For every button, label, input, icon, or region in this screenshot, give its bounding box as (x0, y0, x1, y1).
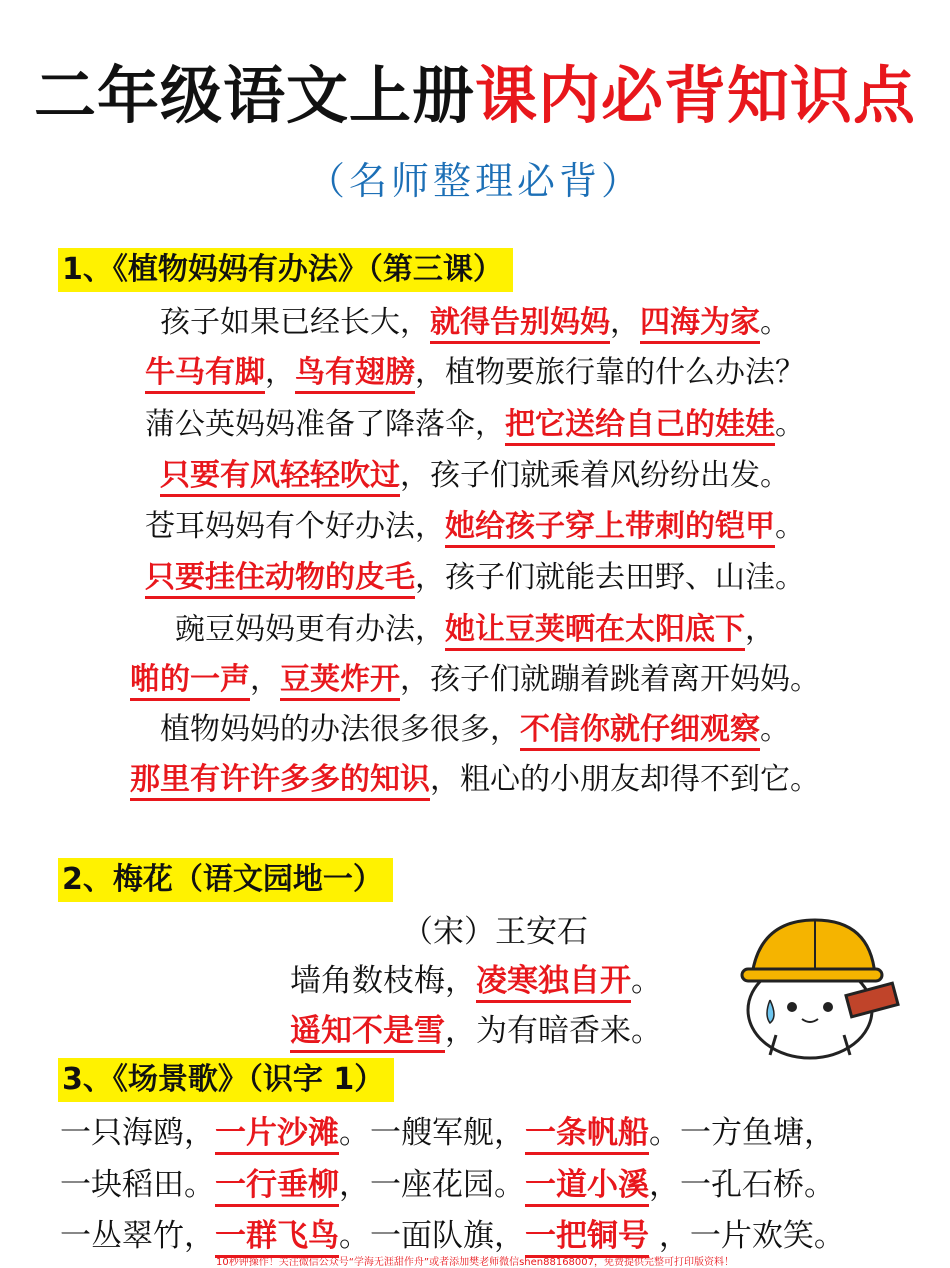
plain-text: 。 (760, 305, 790, 340)
section1-line (0, 660, 950, 700)
plain-text: ，孩子们就能去田野、山洼。 (415, 560, 805, 595)
plain-text: 苍耳妈妈有个好办法， (145, 509, 445, 544)
section1-line (0, 405, 950, 445)
title-part2: 课内必背知识点 (475, 59, 917, 132)
section1-line (0, 456, 950, 496)
section1-line (0, 353, 950, 393)
highlight-text: 不信你就仔细观察 (520, 712, 760, 751)
page-subtitle: （名师整理必背） (306, 159, 643, 203)
section2-heading: 2、梅花（语文园地一） (58, 858, 393, 902)
plain-text: 一块稻田。 (60, 1167, 215, 1203)
section3-line (60, 1165, 920, 1205)
section1-line (0, 303, 950, 343)
highlight-text: 一片沙滩 (215, 1115, 339, 1155)
plain-text: ， (745, 612, 775, 647)
plain-text: ， (265, 355, 295, 390)
plain-text: 一丛翠竹， (60, 1218, 215, 1254)
plain-text: 豌豆妈妈更有办法， (175, 612, 445, 647)
highlight-text: 四海为家 (640, 305, 760, 344)
hardhat-mascot-icon (730, 905, 910, 1065)
highlight-text: 一行垂柳 (215, 1167, 339, 1207)
plain-text: ，一片欢笑。 (649, 1218, 845, 1254)
plain-text: ，孩子们就乘着风纷纷出发。 (400, 458, 790, 493)
highlight-text: 就得告别妈妈 (430, 305, 610, 344)
plain-text: ， (610, 305, 640, 340)
plain-text: ， (250, 662, 280, 697)
section2-line (290, 1011, 730, 1051)
highlight-text: 她给孩子穿上带刺的铠甲 (445, 509, 775, 548)
highlight-text: 一把铜号 (525, 1218, 649, 1258)
highlight-text: 凌寒独自开 (476, 963, 631, 1003)
section3-line (60, 1216, 920, 1256)
highlight-text: 只要挂住动物的皮毛 (145, 560, 415, 599)
plain-text: 。 (760, 712, 790, 747)
plain-text: ，为有暗香来。 (445, 1013, 662, 1049)
section1-line (0, 558, 950, 598)
highlight-text: 那里有许许多多的知识 (130, 762, 430, 801)
section1-line (0, 760, 950, 800)
highlight-text: 啪的一声 (130, 662, 250, 701)
section1-line (0, 710, 950, 750)
highlight-text: 一群飞鸟 (215, 1218, 339, 1258)
plain-text: 蒲公英妈妈准备了降落伞， (145, 407, 505, 442)
plain-text: 。 (775, 407, 805, 442)
plain-text: 墙角数枝梅， (290, 963, 476, 999)
title-part1: 二年级语文上册 (33, 59, 475, 132)
section1-line (0, 507, 950, 547)
highlight-text: 牛马有脚 (145, 355, 265, 394)
plain-text: 植物妈妈的办法很多很多， (160, 712, 520, 747)
plain-text: 。一面队旗， (339, 1218, 525, 1254)
plain-text: ，一孔石桥。 (649, 1167, 835, 1203)
poem-author: （宋）王安石 (402, 914, 588, 950)
section1-heading: 1、《植物妈妈有办法》（第三课） (58, 248, 513, 292)
plain-text: 。 (775, 509, 805, 544)
highlight-text: 豆荚炸开 (280, 662, 400, 701)
highlight-text: 一道小溪 (525, 1167, 649, 1207)
plain-text: 孩子如果已经长大， (160, 305, 430, 340)
highlight-text: 只要有风轻轻吹过 (160, 458, 400, 497)
plain-text: 。 (631, 963, 662, 999)
highlight-text: 遥知不是雪 (290, 1013, 445, 1053)
highlight-text: 把它送给自己的娃娃 (505, 407, 775, 446)
highlight-text: 鸟有翅膀 (295, 355, 415, 394)
section1-line (0, 610, 950, 650)
plain-text: 一只海鸥， (60, 1115, 215, 1151)
footer-note: 10秒钟操作！关注微信公众号“学海无涯甜作舟”或者添加樊老师微信shen88168007，免费提供完整可打印版资料！ (215, 1257, 735, 1268)
plain-text: 。一方鱼塘， (649, 1115, 835, 1151)
plain-text: ，粗心的小朋友却得不到它。 (430, 762, 820, 797)
plain-text: ，孩子们就蹦着跳着离开妈妈。 (400, 662, 820, 697)
plain-text: ，一座花园。 (339, 1167, 525, 1203)
section2-line (290, 961, 730, 1001)
highlight-text: 一条帆船 (525, 1115, 649, 1155)
plain-text: ，植物要旅行靠的什么办法？ (415, 355, 805, 390)
page-title (0, 46, 950, 135)
section3-line (60, 1113, 920, 1153)
plain-text: 。一艘军舰， (339, 1115, 525, 1151)
highlight-text: 她让豆荚晒在太阳底下 (445, 612, 745, 651)
section3-heading: 3、《场景歌》（识字 1） (58, 1058, 394, 1102)
